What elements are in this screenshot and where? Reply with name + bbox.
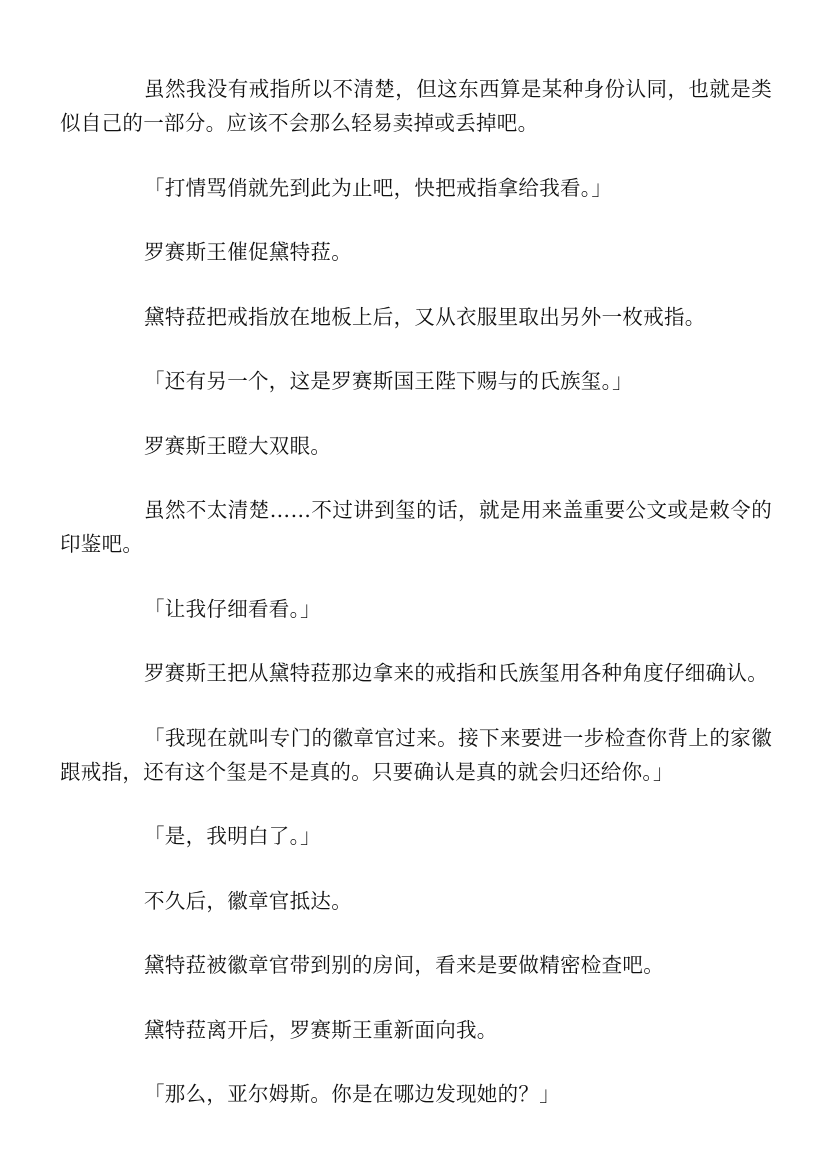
paragraph-11: 「是，我明白了。」: [144, 824, 321, 848]
paragraph-5: 「还有另一个，这是罗赛斯国王陛下赐与的氏族玺。」: [144, 369, 633, 393]
paragraph-6: 罗赛斯王瞪大双眼。: [144, 433, 332, 458]
paragraph-14: 黛特菈离开后，罗赛斯王重新面向我。: [144, 1017, 498, 1042]
paragraph-15: 「那么，亚尔姆斯。你是在哪边发现她的？」: [144, 1082, 560, 1106]
paragraph-10: 「我现在就叫专门的徽章官过来。接下来要进一步检查你背上的家徽跟戒指，还有这个玺是不是真的。只要确认是真的就会归还给你。」: [60, 725, 772, 784]
paragraph-1: 虽然我没有戒指所以不清楚，但这东西算是某种身份认同，也就是类似自己的一部分。应该不会那么轻易卖掉或丢掉吧。: [60, 77, 772, 135]
paragraph-13: 黛特菈被徽章官带到别的房间，看来是要做精密检查吧。: [144, 953, 664, 977]
paragraph-9: 罗赛斯王把从黛特菈那边拿来的戒指和氏族玺用各种角度仔细确认。: [144, 661, 768, 685]
paragraph-4: 黛特菈把戒指放在地板上后，又从衣服里取出另外一枚戒指。: [144, 304, 706, 329]
paragraph-12: 不久后，徽章官抵达。: [144, 888, 352, 913]
paragraph-7: 虽然不太清楚……不过讲到玺的话，就是用来盖重要公文或是敕令的印鉴吧。: [60, 498, 772, 556]
document-page: [60, 72, 772, 1142]
paragraph-3: 罗赛斯王催促黛特菈。: [144, 240, 352, 264]
paragraph-2: 「打情骂俏就先到此为止吧，快把戒指拿给我看。」: [144, 175, 613, 200]
paragraph-8: 「让我仔细看看。」: [144, 596, 321, 621]
